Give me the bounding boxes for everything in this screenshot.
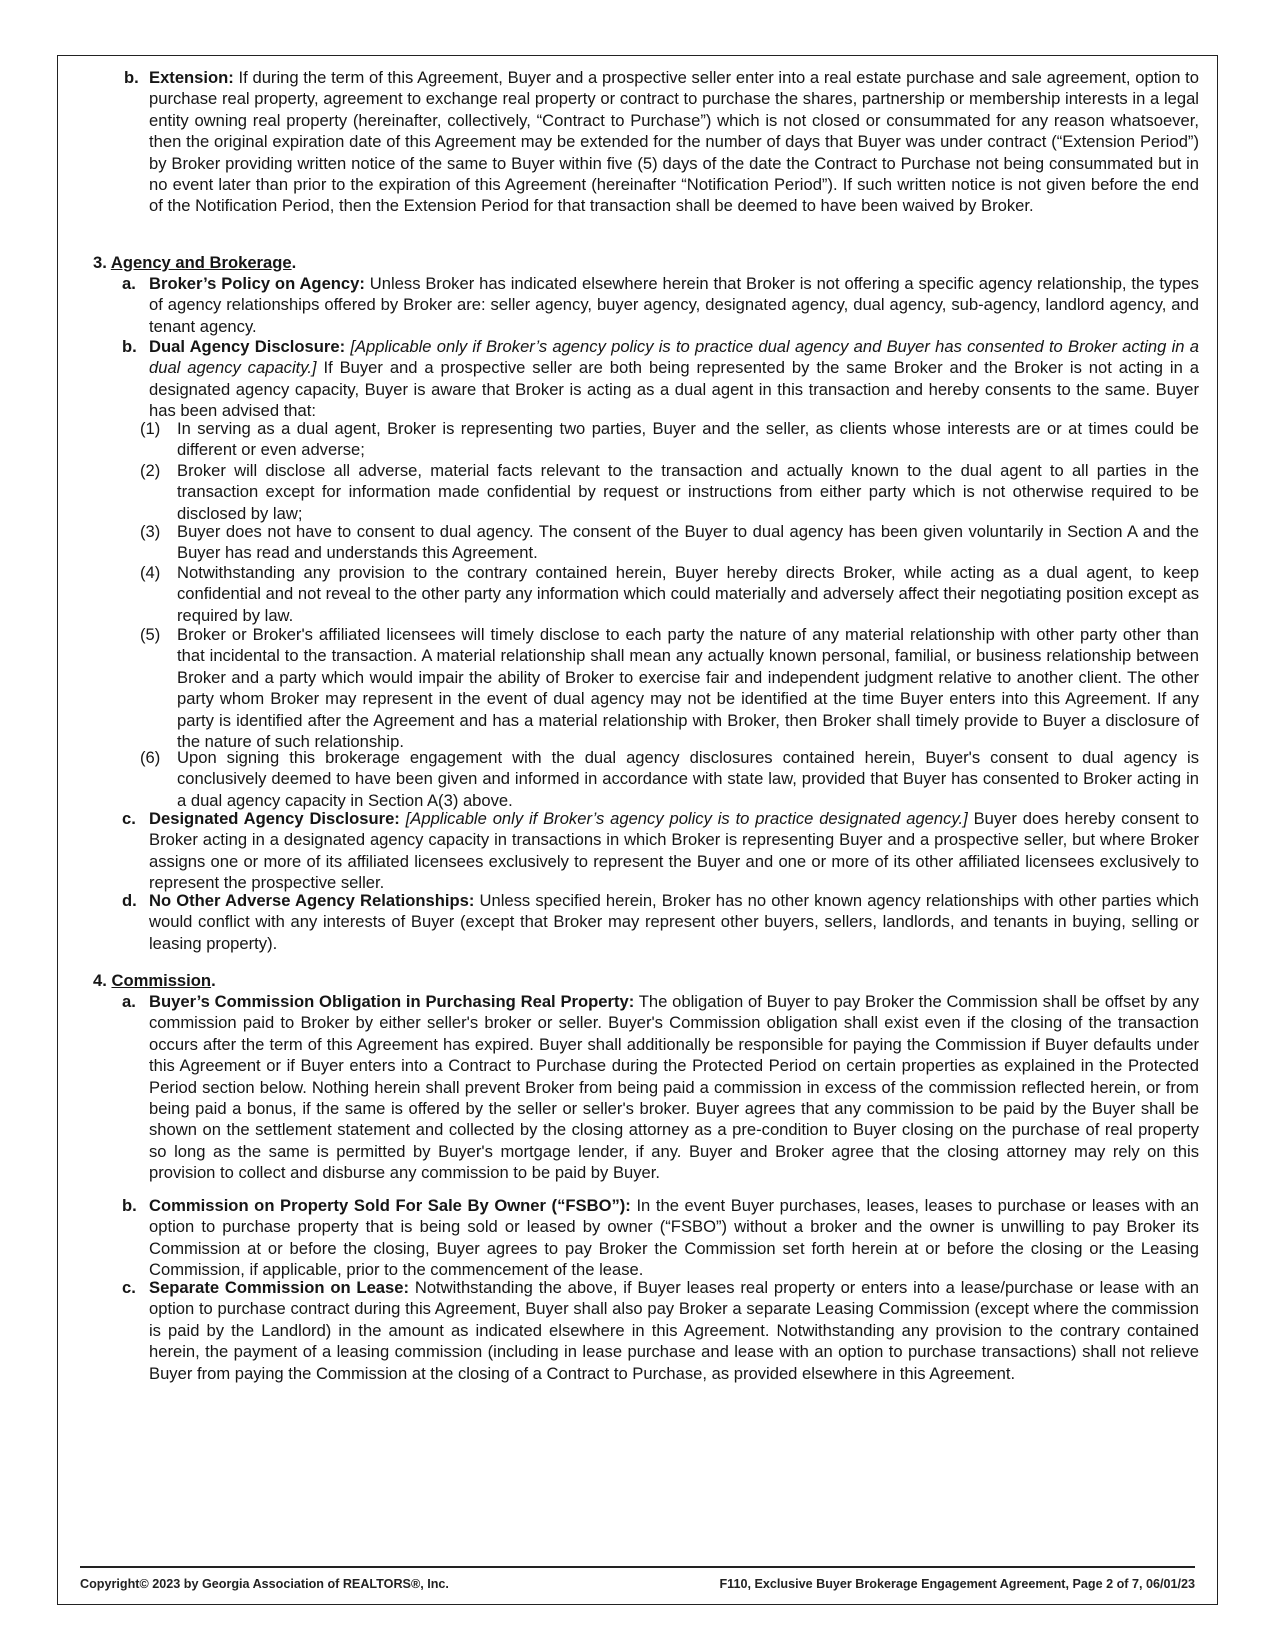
section-4-heading: 4. Commission. (93, 971, 216, 990)
agency-policy-paragraph: Broker’s Policy on Agency: Unless Broker has indicated elsewhere herein that Broker is not offering a specific agency relationship, the types of agency relationships offered by Broker are: seller agency, buyer agency, designated agency, dual agency, sub-agency, landlord agency, and tenant agency. (149, 274, 1199, 336)
extension-text: If during the term of this Agreement, Buyer and a prospective seller enter into a real estate purchase and sale agreement, option to purchase real property, agreement to exchange real property or contract to purchase the shares, partnership or membership interests in a legal entity owning real property (hereinafter, collectively, “Contract to Purchase”) which is not closed or consummated for any reason whatsoever, then the original expiration date of this Agreement may be extended for the number of days that Buyer was under contract (“Extension Period”) by Broker providing written notice of the same to Buyer within five (5) days of the date the Contract to Purchase not being consummated but in no event later than prior to the expiration of this Agreement (hereinafter “Notification Period”). If such written notice is not given before the end of the Notification Period, then the Extension Period for that transaction shall be deemed to have been waived by Broker. (149, 68, 1199, 216)
extension-heading: Extension: (149, 68, 234, 87)
buyer-commission-paragraph: Buyer’s Commission Obligation in Purchasing Real Property: The obligation of Buyer to pay Broker the Commission shall be offset by any commission paid to Broker by either seller's broker or seller. Buyer's Commission obligation shall exist even if the closing of the transaction occurs after the term of this Agreement has expired. Buyer shall additionally be responsible for paying the Commission if Buyer defaults under this Agreement or if Buyer enters into a Contract to Purchase during the Protected Period on certain properties as explained in the Protected Period section below. Nothing herein shall prevent Broker from being paid a commission in excess of the commission reflected herein, or from being paid a bonus, if the same is offered by the seller or seller's broker. Buyer agrees that any commission to be paid by the Buyer shall be shown on the settlement statement and collected by the closing attorney as a pre-condition to Buyer closing on the purchase of real property so long as the same is permitted by Buyer's mortgage lender, if any. Buyer and Broker agree that the closing attorney may rely on this provision to collect and disburse any commission to be paid by Buyer. (149, 992, 1199, 1183)
list-item: Upon signing this brokerage engagement with the dual agency disclosures contained herein, Buyer's consent to dual agency is conclusively deemed to have been given and informed in accordance with state law, provided that Buyer has consented to Broker acting in a dual agency capacity in Section A(3) above. (177, 748, 1199, 810)
section-title: Agency and Brokerage (110, 253, 292, 272)
footer-divider (80, 1566, 1195, 1568)
item-marker: a. (122, 992, 136, 1011)
designated-agency-paragraph: Designated Agency Disclosure: [Applicable only if Broker’s agency policy is to practice designated agency.] Buyer does hereby consent to Broker acting in a designated agency capacity in transactions in which Broker is representing Buyer and a prospective seller, but where Broker assigns one or more of its affiliated licensees exclusively to represent the Buyer and one or more of its other affiliated licensees exclusively to represent the prospective seller. (149, 809, 1199, 893)
item-marker: b. (122, 337, 137, 356)
section-title: Commission (111, 971, 212, 990)
section-number: 4. (93, 971, 107, 990)
item-marker: a. (122, 274, 136, 293)
no-adverse-agency-paragraph: No Other Adverse Agency Relationships: Unless specified herein, Broker has no other known agency relationships with other parties which would conflict with any interests of Buyer (except that Broker may represent other buyers, sellers, landlords, and tenants in buying, selling or leasing property). (149, 891, 1199, 953)
item-marker: c. (122, 809, 136, 828)
fsbo-commission-paragraph: Commission on Property Sold For Sale By Owner (“FSBO”): In the event Buyer purchases, leases, leases to purchase or leases with an option to purchase property that is being sold or leased by owner (“FSBO”) without a broker and the owner is unwilling to pay Broker its Commission at or before the closing, Buyer agrees to pay Broker the Commission set forth herein at or before the closing or the Leasing Commission, if applicable, prior to the commencement of the lease. (149, 1196, 1199, 1280)
item-marker: c. (122, 1278, 136, 1297)
list-item: Notwithstanding any provision to the contrary contained herein, Buyer hereby directs Broker, while acting as a dual agent, to keep confidential and not reveal to the other party any information which could materially and adversely affect their negotiating position except as required by law. (177, 563, 1199, 625)
section-3-heading: 3. Agency and Brokerage. (93, 253, 297, 272)
list-item: Buyer does not have to consent to dual agency. The consent of the Buyer to dual agency has been given voluntarily in Section A and the Buyer has read and understands this Agreement. (177, 522, 1199, 563)
list-item: Broker will disclose all adverse, material facts relevant to the transaction and actually known to the dual agent to all parties in the transaction except for information made confidential by request or instructions from either party which is not otherwise required to be disclosed by law; (177, 461, 1199, 523)
page-content (58, 56, 1217, 1546)
copyright-notice: Copyright© 2023 by Georgia Association of REALTORS®, Inc. (80, 1577, 449, 1591)
list-item: In serving as a dual agent, Broker is representing two parties, Buyer and the seller, as clients whose interests are or at times could be different or even adverse; (177, 419, 1199, 460)
form-identifier: F110, Exclusive Buyer Brokerage Engagement Agreement, Page 2 of 7, 06/01/23 (719, 1577, 1195, 1591)
list-item: Broker or Broker's affiliated licensees will timely disclose to each party the nature of any material relationship with other party other than that incidental to the transaction. A material relationship shall mean any actually known personal, familial, or business relationship between Broker and a party which would impair the ability of Broker to exercise fair and independent judgment relative to another client. The other party whom Broker may represent in the event of dual agency may not be identified at the time Buyer enters into this Agreement. If any party is identified after the Agreement and has a material relationship with Broker, then Broker shall timely provide to Buyer a disclosure of the nature of such relationship. (177, 625, 1199, 752)
item-marker: d. (122, 891, 137, 910)
item-marker: b. (124, 68, 139, 87)
list-marker: (3) (140, 522, 161, 541)
lease-commission-paragraph: Separate Commission on Lease: Notwithstanding the above, if Buyer leases real property or enters into a lease/purchase or lease with an option to purchase contract during this Agreement, Buyer shall also pay Broker a separate Leasing Commission (except where the commission is paid by the Landlord) in the amount as indicated elsewhere in this Agreement. Notwithstanding any provision to the contrary contained herein, the payment of a leasing commission (including in lease purchase and lease with an option to purchase transactions) shall not relieve Buyer from paying the Commission at the closing of a Contract to Purchase, as provided elsewhere in this Agreement. (149, 1278, 1199, 1383)
list-marker: (5) (140, 625, 161, 644)
list-marker: (1) (140, 419, 161, 438)
section-number: 3. (93, 253, 107, 272)
item-marker: b. (122, 1196, 137, 1215)
list-marker: (2) (140, 461, 161, 480)
extension-paragraph (149, 67, 1199, 217)
list-marker: (4) (140, 563, 161, 582)
list-marker: (6) (140, 748, 161, 767)
document-page (57, 55, 1218, 1605)
dual-agency-paragraph: Dual Agency Disclosure: [Applicable only if Broker’s agency policy is to practice dual agency and Buyer has consented to Broker acting in a dual agency capacity.] If Buyer and a prospective seller are both being represented by the same Broker and the Broker is not acting in a designated agency capacity, Buyer is aware that Broker is acting as a dual agent in this transaction and hereby consents to the same. Buyer has been advised that: (149, 337, 1199, 421)
